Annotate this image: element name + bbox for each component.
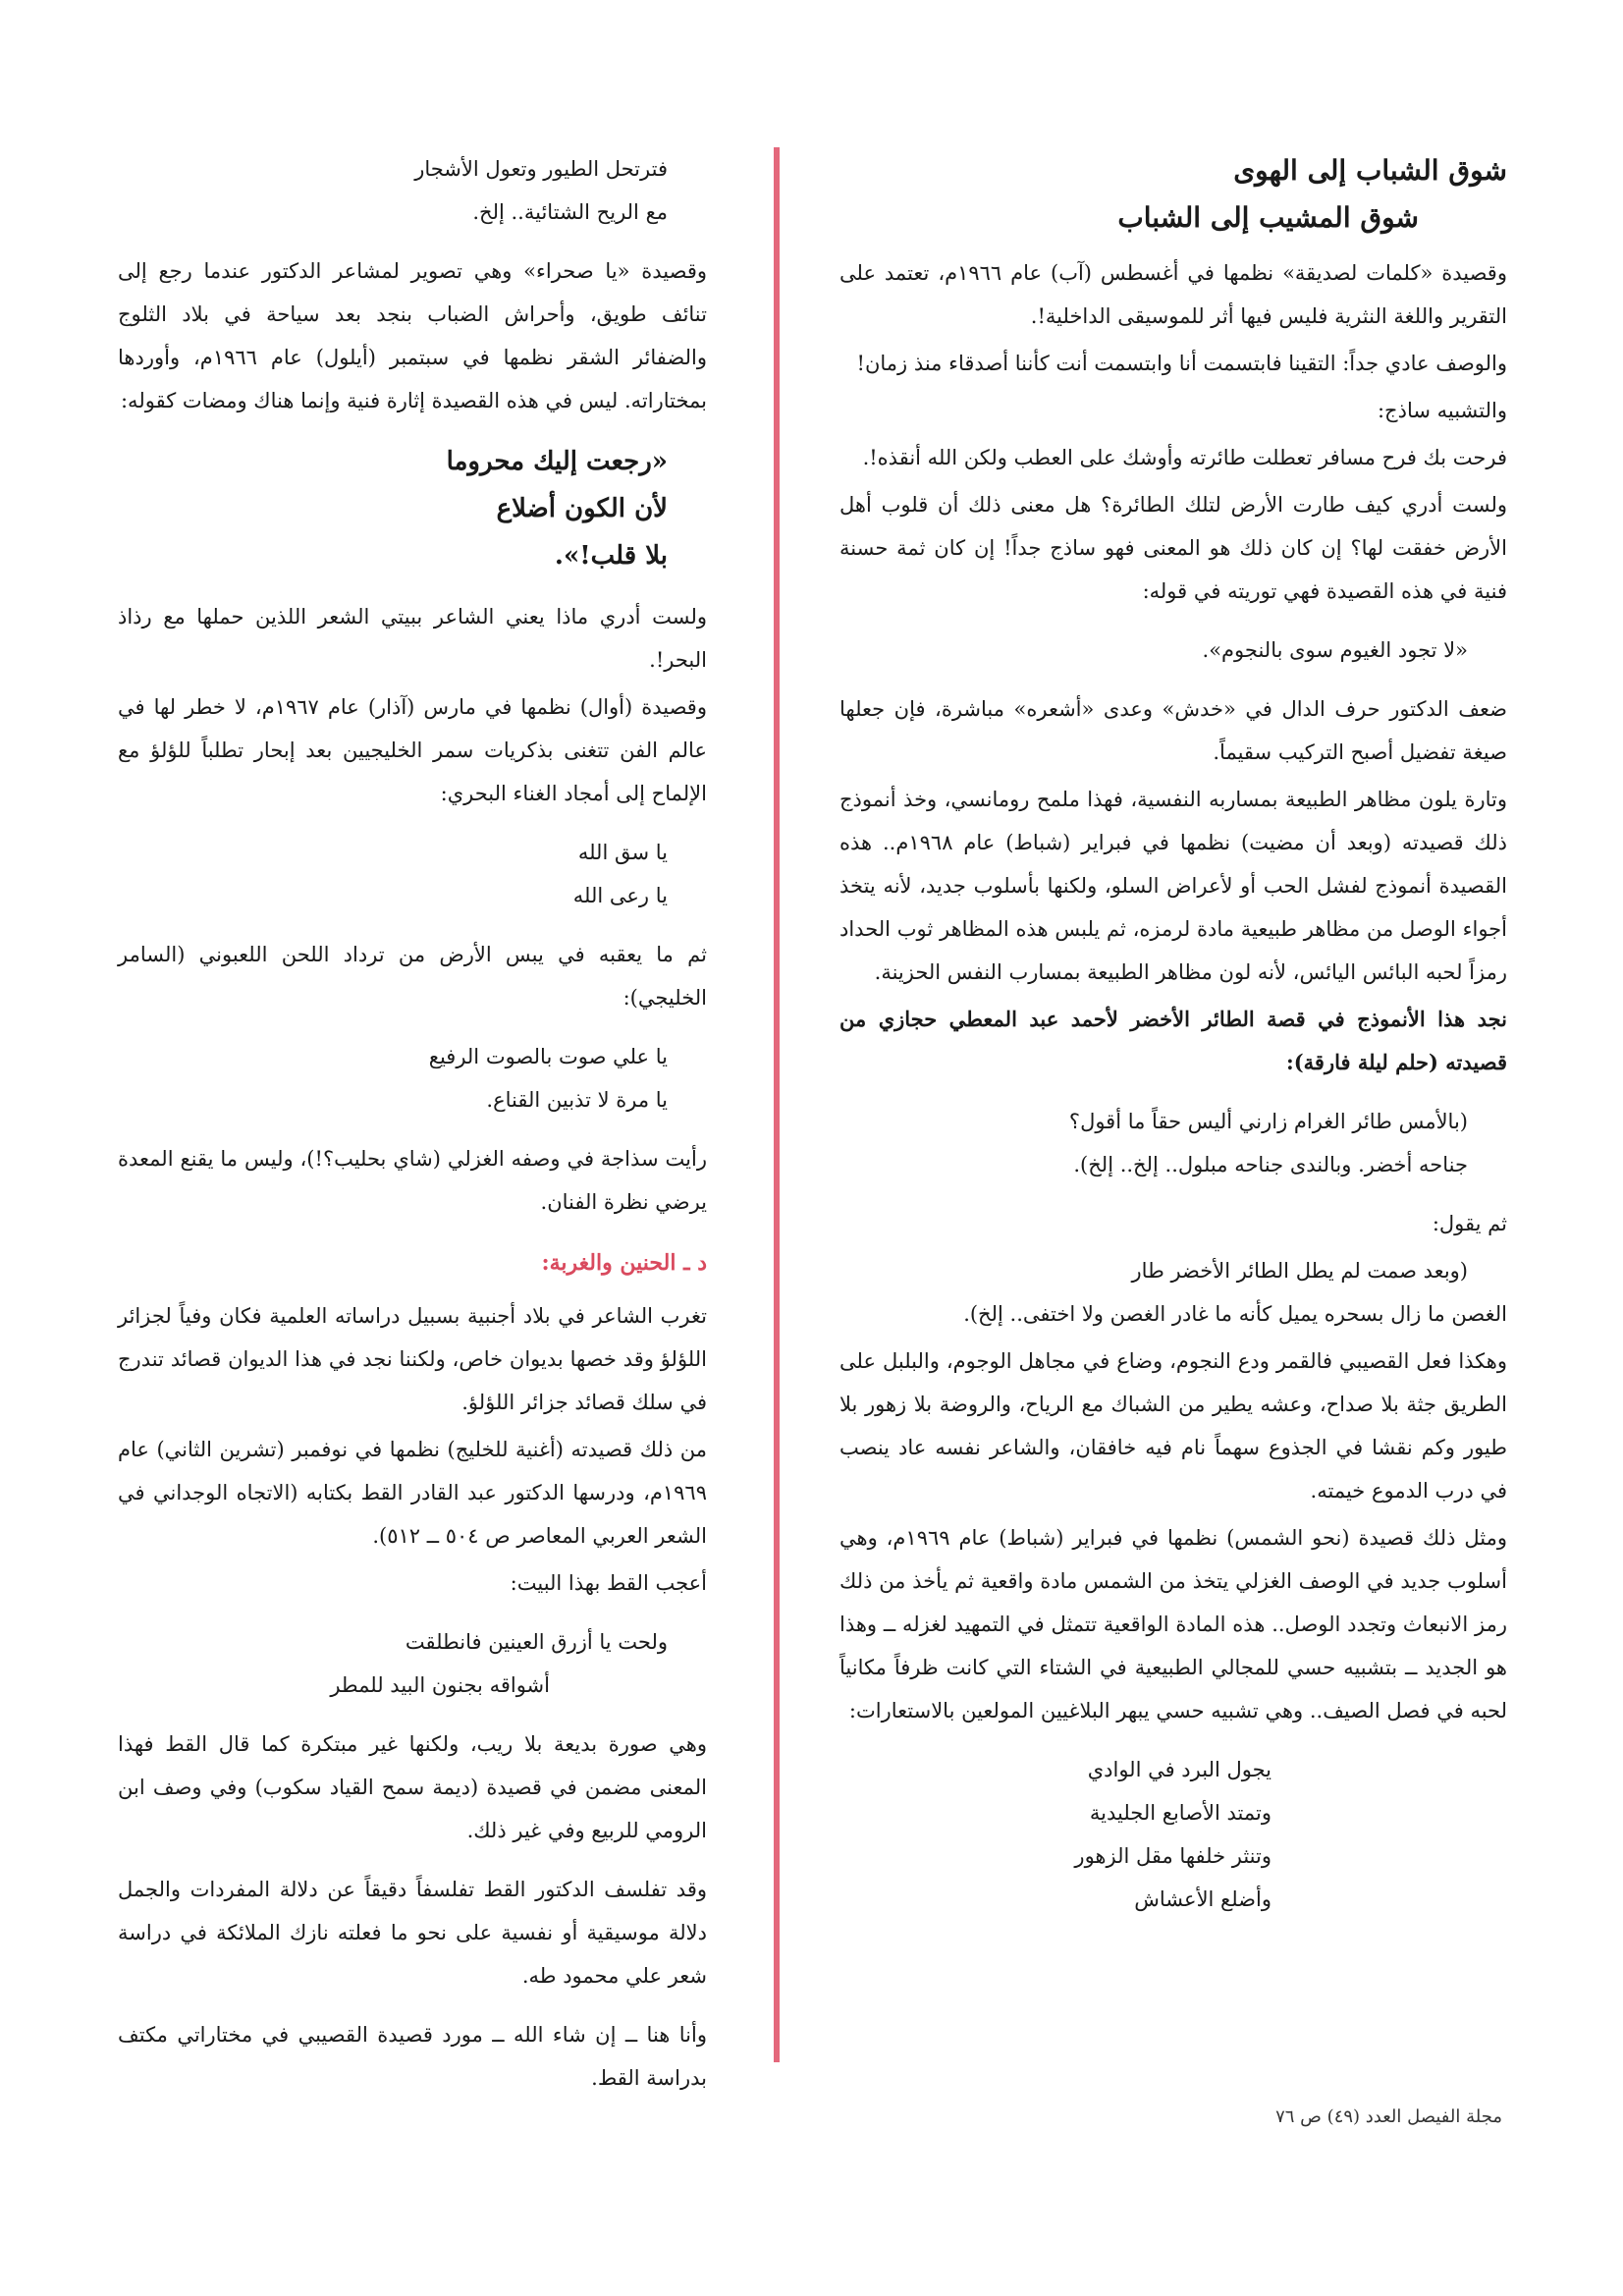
- verse-line: وتمتد الأصابع الجليدية: [1089, 1801, 1271, 1825]
- verse-line: يا رعى الله: [572, 884, 668, 907]
- paragraph: وأنا هنا ــ إن شاء الله ــ مورد قصيدة القصيبي في مختاراتي مكتف بدراسة القط.: [118, 2023, 707, 2090]
- verse-line: يا علي صوت بالصوت الرفيع: [428, 1045, 668, 1068]
- paragraph: والتشبيه ساذج:: [1377, 399, 1507, 422]
- paragraph: وتارة يلون مظاهر الطبيعة بمساربه النفسية، فهذا ملمح رومانسي، وخذ أنموذج ذلك قصيدته (وبعد أن مضيت) نظمها في فبراير (شباط) عام ١٩٦٨م.. هذه القصيدة أنموذج لفشل الحب أو لأعراض السلو، ولكنها بأسلوب جديد، لأنه يتخذ أجواء الوصل من مظاهر طبيعية مادة لرمزه، ثم يلبس هذه المظاهر ثوب الحداد رمزاً لحبه البائس اليائس، لأنه لون مظاهر الطبيعة بمسارب النفس الحزينة.: [839, 788, 1507, 984]
- bold-verse-line: «رجعت إليك محروما: [446, 447, 668, 476]
- verse-line: (بالأمس طائر الغرام زارني أليس حقاً ما أقول؟: [1068, 1110, 1468, 1133]
- paragraph: وقصيدة «كلمات لصديقة» نظمها في أغسطس (آب) عام ١٩٦٦م، تعتمد على التقرير واللغة النثرية فليس فيها أثر للموسيقى الداخلية!.: [839, 261, 1507, 328]
- paragraph: من ذلك قصيدته (أغنية للخليج) نظمها في نوفمبر (تشرين الثاني) عام ١٩٦٩م، ودرسها الدكتور عبد القادر القط بكتابه (الاتجاه الوجداني في الشعر العربي المعاصر ص ٥٠٤ ــ ٥١٢).: [118, 1438, 707, 1548]
- paragraph: وقد تفلسف الدكتور القط تفلسفاً دقيقاً عن دلالة المفردات والجمل دلالة موسيقية أو نفسية على نحو ما فعلته نازك الملائكة في دراسة شعر علي محمود طه.: [118, 1878, 707, 1988]
- page-footer: مجلة الفيصل العدد (٤٩) ص ٧٦: [1275, 2106, 1502, 2127]
- bold-verse-line: لأن الكون أضلاع: [496, 494, 668, 523]
- paragraph: ثم ما يعقبه في يبس الأرض من ترداد اللحن اللعبوني (السامر الخليجي):: [118, 943, 707, 1010]
- verse-line: يجول البرد في الوادي: [1087, 1758, 1271, 1781]
- paragraph: نجد هذا الأنموذج في قصة الطائر الأخضر لأحمد عبد المعطي حجازي من قصيدته (حلم ليلة فارقة):: [839, 1007, 1507, 1074]
- paragraph: ومثل ذلك قصيدة (نحو الشمس) نظمها في فبراير (شباط) عام ١٩٦٩م، وهي أسلوب جديد في الوصف الغزلي يتخذ من الشمس مادة واقعية ثم يأخذ من ذلك رمز الانبعاث وتجدد الوصل.. هذه المادة الواقعية تتمثل في التمهيد لغزله ــ وهذا هو الجديد ــ بتشبيه حسي للمجالي الطبيعية في الشتاء التي كانت ظرفاً مكانياً لحبه في فصل الصيف.. وهي تشبيه حسي يبهر البلاغيين المولعين بالاستعارات:: [839, 1526, 1507, 1722]
- verse-line: (وبعد صمت لم يطل الطائر الأخضر طار: [1131, 1259, 1468, 1283]
- verse-line: الغصن ما زال بسحره يميل كأنه ما غادر الغصن ولا اختفى.. إلخ).: [963, 1302, 1507, 1326]
- verse-line: يا مرة لا تذبين القناع.: [486, 1088, 668, 1112]
- verse-line: وتنثر خلفها مقل الزهور: [1074, 1844, 1271, 1868]
- quote: «لا تجود الغيوم سوى بالنجوم».: [1202, 638, 1468, 662]
- paragraph: فرحت بك فرح مسافر تعطلت طائرته وأوشك على العطب ولكن الله أنقذه!.: [862, 446, 1507, 469]
- paragraph: رأيت سذاجة في وصفه الغزلي (شاي بحليب؟!)، وليس ما يقنع المعدة يرضي نظرة الفنان.: [118, 1147, 707, 1214]
- paragraph: أعجب القط بهذا البيت:: [510, 1571, 707, 1595]
- verse-line: وأضلع الأعشاش: [1134, 1887, 1271, 1911]
- section-title-line2: شوق المشيب إلى الشباب: [1117, 201, 1419, 234]
- verse-line: أشواقه بجنون البيد للمطر: [330, 1673, 550, 1697]
- verse-line: فترتحل الطيور وتعول الأشجار: [414, 157, 668, 181]
- verse-line: ولحت يا أزرق العينين فانطلقت: [405, 1630, 668, 1654]
- verse-line: يا سق الله: [577, 841, 668, 864]
- right-column: [839, 147, 1507, 1921]
- paragraph: والوصف عادي جداً: التقينا فابتسمت أنا وابتسمت أنت كأننا أصدقاء منذ زمان!: [856, 352, 1507, 375]
- verse-line: مع الريح الشتائية.. إلخ.: [472, 200, 668, 224]
- verse-line: جناحه أخضر. وبالندى جناحه مبلول.. إلخ.. إلخ).: [1073, 1153, 1468, 1176]
- column-divider: [774, 147, 780, 2062]
- paragraph: وقصيدة (أوال) نظمها في مارس (آذار) عام ١٩٦٧م، لا خطر لها في عالم الفن تتغنى بذكريات سمر الخليجيين بعد إبحار تطلباً للؤلؤ مع الإلماح إلى أمجاد الغناء البحري:: [118, 695, 707, 805]
- section-title-line1: شوق الشباب إلى الهوى: [1233, 154, 1507, 187]
- section-heading: د ـ الحنين والغربة:: [541, 1250, 707, 1276]
- paragraph: وهكذا فعل القصيبي فالقمر ودع النجوم، وضاع في مجاهل الوجوم، والبلبل على الطريق جثة بلا صداح، وعشه يطير من الشباك مع الرياح، والروضة بلا زهور بلا طيور وكم نقشا في الجذوع سهماً نام فيه خافقان، والشاعر نفسه عاد ينصب في درب الدموع خيمته.: [839, 1349, 1507, 1503]
- paragraph: وقصيدة «يا صحراء» وهي تصوير لمشاعر الدكتور عندما رجع إلى تنائف طويق، وأحراش الضباب بنجد بعد سياحة في بلاد الثلوج والضفائر الشقر نظمها في سبتمبر (أيلول) عام ١٩٦٦م، وأوردها بمختاراته. ليس في هذه القصيدة إثارة فنية وإنما هناك ومضات كقوله:: [118, 259, 707, 412]
- paragraph: ثم يقول:: [1432, 1212, 1507, 1235]
- bold-verse-line: بلا قلب!».: [554, 541, 668, 571]
- left-column: [118, 147, 707, 2104]
- paragraph: ولست أدري كيف طارت الأرض لتلك الطائرة؟ هل معنى ذلك أن قلوب أهل الأرض خفقت لها؟ إن كان ذلك هو المعنى فهو ساذج جداً! إن كان ثمة حسنة فنية في هذه القصيدة فهي توريته في قوله:: [839, 493, 1507, 603]
- paragraph: ولست أدري ماذا يعني الشاعر ببيتي الشعر اللذين حملها مع رذاذ البحر!.: [118, 605, 707, 672]
- paragraph: وهي صورة بديعة بلا ريب، ولكنها غير مبتكرة كما قال القط فهذا المعنى مضمن في قصيدة (ديمة سمح القياد سكوب) وفي وصف ابن الرومي للربيع وفي غير ذلك.: [118, 1732, 707, 1842]
- paragraph: ضعف الدكتور حرف الدال في «خدش» وعدى «أشعره» مباشرة، فإن جعلها صيغة تفضيل أصبح التركيب سقيماً.: [839, 697, 1507, 764]
- paragraph: تغرب الشاعر في بلاد أجنبية بسبيل دراساته العلمية فكان وفياً لجزائر اللؤلؤ وقد خصها بديوان خاص، ولكننا نجد في هذا الديوان قصائد تندرج في سلك قصائد جزائر اللؤلؤ.: [118, 1304, 707, 1414]
